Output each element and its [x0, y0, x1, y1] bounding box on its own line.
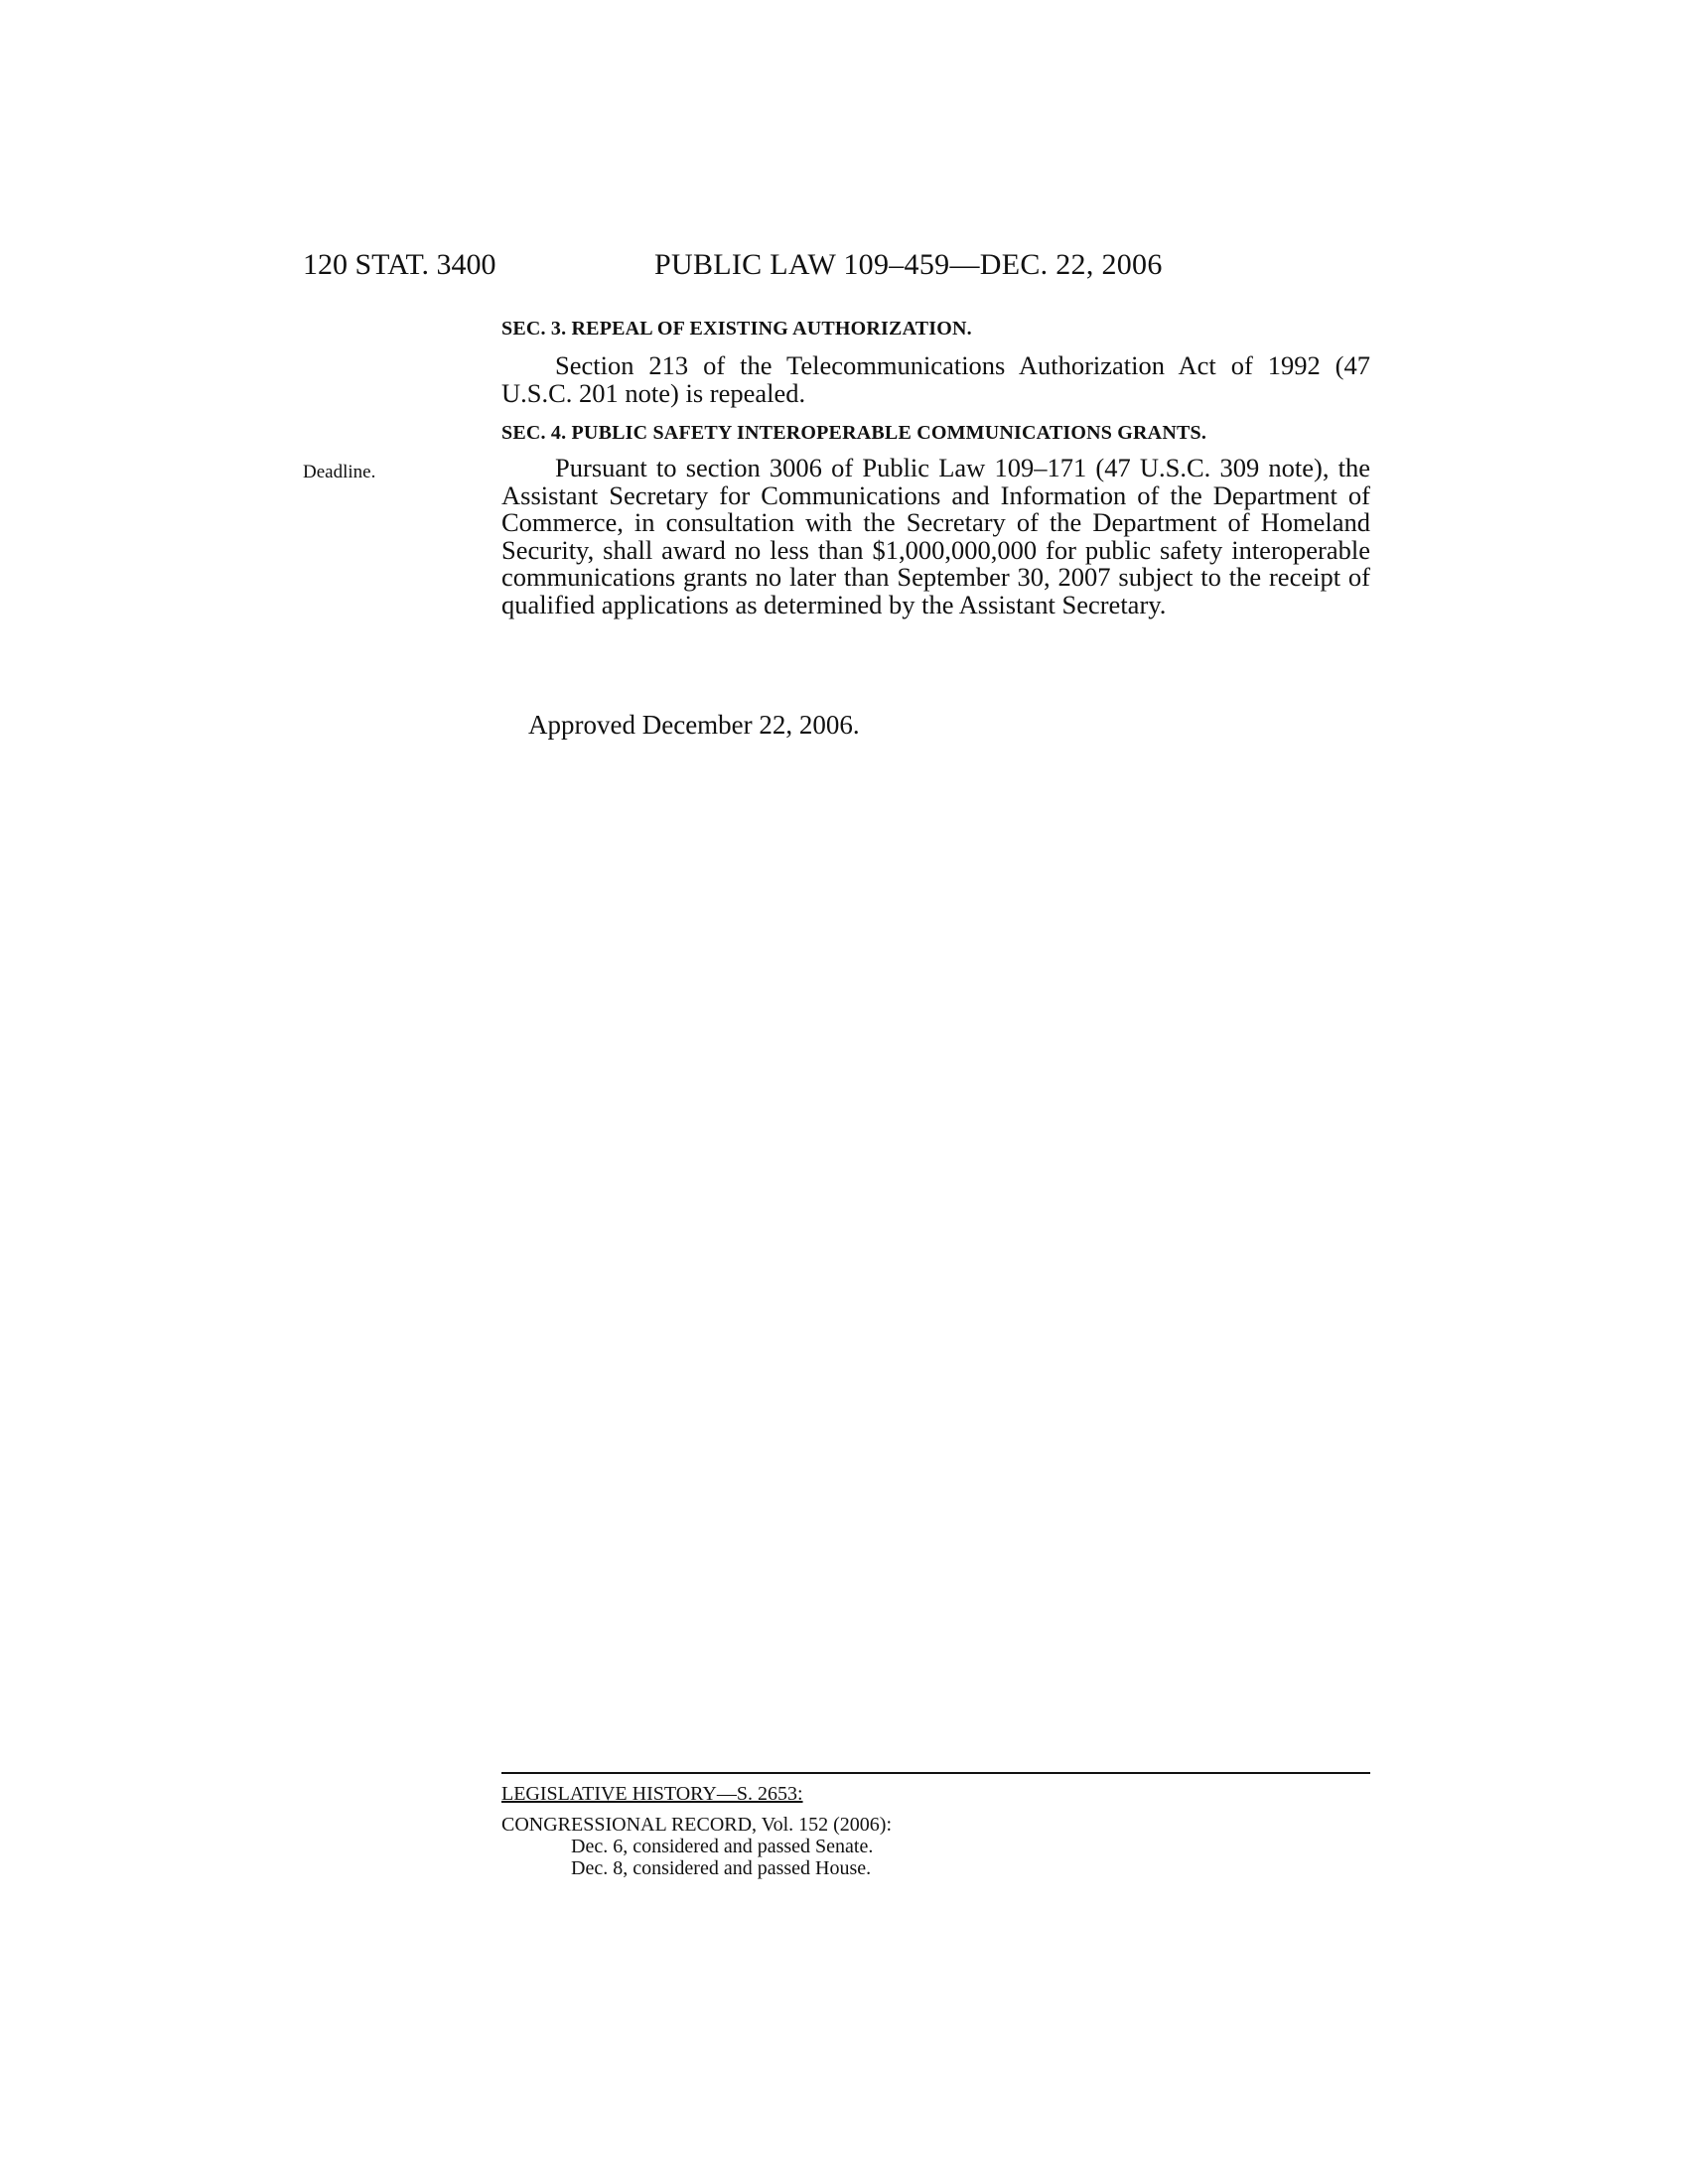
legislative-history-entries — [501, 1836, 1370, 1879]
legislative-history-title: LEGISLATIVE HISTORY—S. 2653: — [501, 1783, 803, 1805]
list-item: Dec. 6, considered and passed Senate. — [571, 1836, 874, 1857]
list-item: Dec. 8, considered and passed House. — [571, 1857, 872, 1879]
public-law-title: PUBLIC LAW 109–459—DEC. 22, 2006 — [654, 248, 1163, 281]
section-4-heading: SEC. 4. PUBLIC SAFETY INTEROPERABLE COMMUNICATIONS GRANTS. — [501, 422, 1207, 444]
section-3-heading: SEC. 3. REPEAL OF EXISTING AUTHORIZATION. — [501, 318, 972, 340]
congressional-record-line: CONGRESSIONAL RECORD, Vol. 152 (2006): — [501, 1814, 892, 1836]
margin-note-deadline: Deadline. — [303, 462, 376, 482]
section-4-body: Pursuant to section 3006 of Public Law 109–171 (47 U.S.C. 309 note), the Assistant Secretary for Communications and Information of the Department of Commerce, in consultation with the Secretary of the Department of Homeland Security, shall award no less than $1,000,000,000 for public safety interoperable communications grants no later than September 30, 2007 subject to the receipt of qualified applications as determined by the Assistant Secretary. — [501, 453, 1370, 619]
divider — [501, 1772, 1370, 1774]
section-3-body: Section 213 of the Telecommunications Authorization Act of 1992 (47 U.S.C. 201 note) is repealed. — [501, 350, 1370, 408]
approval-date: Approved December 22, 2006. — [528, 710, 860, 740]
statute-page-reference: 120 STAT. 3400 — [303, 248, 496, 281]
legislative-history — [501, 1772, 1370, 1879]
page-header — [303, 248, 1380, 288]
